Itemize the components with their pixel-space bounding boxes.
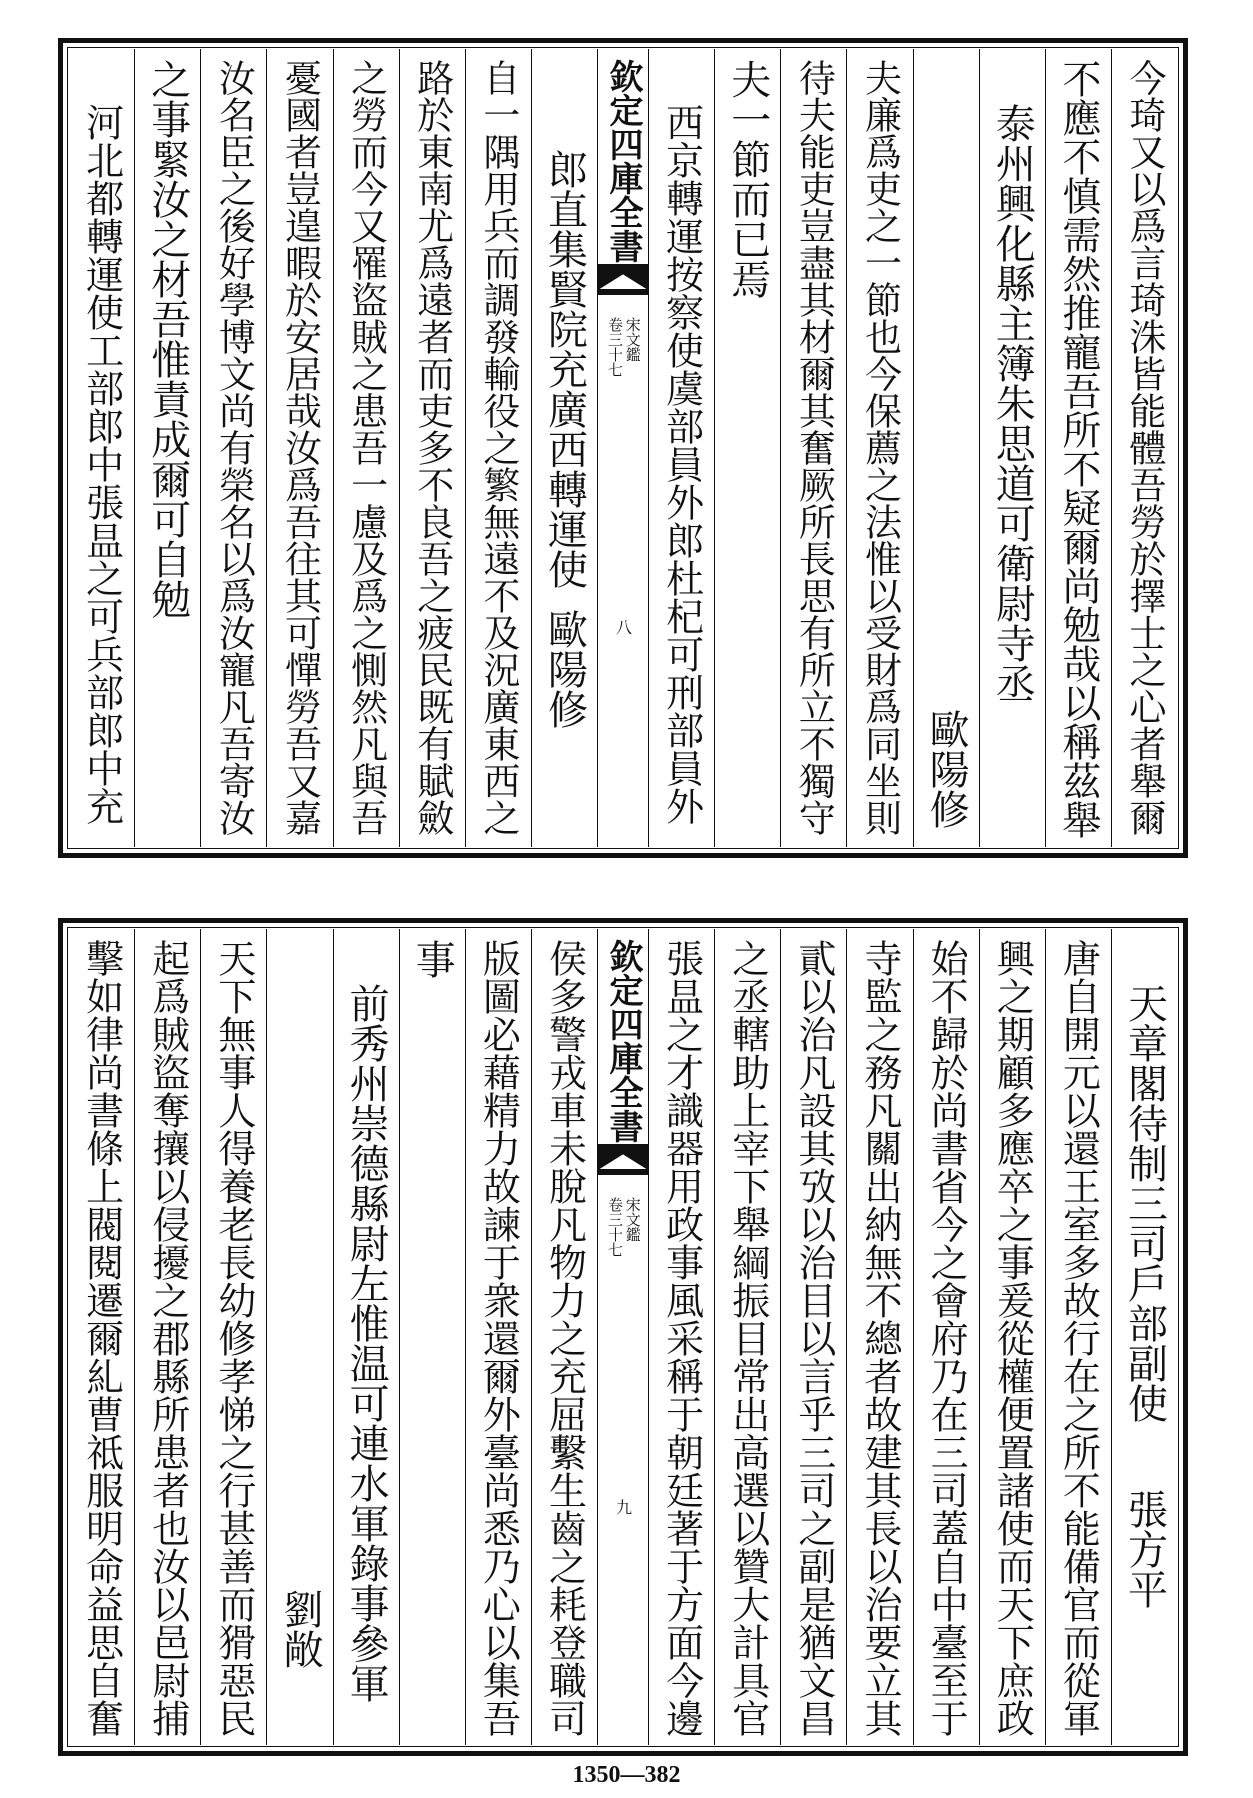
column-text: 天下無事人得養老長幼修孝悌之行甚善而猾惡民 bbox=[211, 939, 256, 1737]
text-column bbox=[69, 929, 134, 1745]
book-name: 宋文鑑 bbox=[623, 317, 642, 362]
text-column bbox=[1111, 49, 1177, 847]
leaf-number: 八 bbox=[613, 619, 633, 635]
text-column bbox=[913, 929, 979, 1745]
column-text: 待夫能吏豈盡其材爾其奮厥所長思有所立不獨守 bbox=[792, 59, 836, 836]
column-text: 擊如律尚書條上閥閱遷爾糺曹祗服明命益思自奮 bbox=[79, 939, 124, 1737]
column-text: 貳以治凡設其攷以治目以言乎三司之副是猶文昌 bbox=[791, 939, 836, 1737]
column-text: 天章閣待制三司戶部副使 bbox=[1121, 983, 1168, 1423]
fish-tail-bar bbox=[598, 289, 648, 295]
center-banner bbox=[597, 929, 648, 1745]
center-banner bbox=[597, 49, 648, 847]
text-column bbox=[200, 929, 266, 1745]
fish-tail-mark bbox=[598, 264, 648, 290]
fish-tail-bar bbox=[598, 1169, 648, 1175]
text-column bbox=[399, 929, 465, 1745]
text-column bbox=[648, 929, 714, 1745]
text-column bbox=[69, 49, 134, 847]
author-name: 歐陽修 bbox=[541, 609, 588, 729]
text-column bbox=[531, 49, 597, 847]
column-text: 今琦又以爲言琦洙皆能體吾勞於擇士之心者舉爾 bbox=[1122, 59, 1166, 836]
text-column bbox=[531, 929, 597, 1745]
top-columns bbox=[69, 49, 1177, 847]
author-name: 劉敞 bbox=[276, 1589, 323, 1669]
author-name: 歐陽修 bbox=[923, 709, 970, 829]
column-text: 夫一節而已焉 bbox=[724, 59, 771, 299]
text-column bbox=[134, 49, 200, 847]
column-text: 之勞而今又罹盜賊之患吾一慮及爲之惻然凡與吾 bbox=[344, 59, 388, 836]
column-text: 西京轉運按察使虞部員外郎杜杞可刑部員外 bbox=[659, 103, 704, 825]
column-text: 張昷之才識器用政事風采稱于朝廷著于方面今邊 bbox=[659, 939, 704, 1737]
text-column bbox=[266, 929, 332, 1745]
column-text: 唐自開元以還王室多故行在之所不能備官而從軍 bbox=[1056, 939, 1101, 1737]
column-text: 前秀州崇德縣尉左惟温可連水軍錄事參軍 bbox=[343, 983, 390, 1703]
column-text: 寺監之務凡關出納無不總者故建其長以治要立其 bbox=[857, 939, 902, 1737]
text-column bbox=[134, 929, 200, 1745]
column-text: 起爲賊盜奪攘以侵擾之郡縣所患者也汝以邑尉捕 bbox=[145, 939, 190, 1737]
column-text: 興之期顧多應卒之事爰從權便置諸使而天下庶政 bbox=[990, 939, 1035, 1737]
column-text: 汝名臣之後好學博文尚有榮名以爲汝寵凡吾寄汝 bbox=[212, 59, 256, 836]
text-column bbox=[648, 49, 714, 847]
text-column bbox=[465, 49, 531, 847]
text-column bbox=[846, 49, 912, 847]
book-label bbox=[606, 317, 640, 377]
volume-label: 卷三十七 bbox=[606, 317, 624, 377]
text-column bbox=[200, 49, 266, 847]
text-column bbox=[780, 49, 846, 847]
text-column bbox=[266, 49, 332, 847]
column-text: 不應不慎需然推寵吾所不疑爾尚勉哉以稱茲舉 bbox=[1055, 59, 1101, 839]
author-name: 張方平 bbox=[1121, 1489, 1168, 1609]
top-folio bbox=[58, 38, 1188, 858]
bottom-columns bbox=[69, 929, 1177, 1745]
column-text: 之丞轄助上宰下舉綱振目常出高選以贊大計具官 bbox=[725, 939, 770, 1737]
fish-tail-mark bbox=[598, 1144, 648, 1170]
text-column bbox=[979, 929, 1045, 1745]
column-text: 版圖必藉精力故諫于衆還爾外臺尚悉乃心以集吾 bbox=[476, 939, 521, 1737]
bottom-folio bbox=[58, 918, 1188, 1756]
leaf-number: 九 bbox=[613, 1499, 633, 1515]
page-reference: 1350—382 bbox=[572, 1762, 681, 1788]
text-column bbox=[333, 49, 399, 847]
text-column bbox=[714, 929, 780, 1745]
text-column bbox=[399, 49, 465, 847]
column-text: 侯多警戎車未脫凡物力之充屈繫生齒之耗登職司 bbox=[542, 939, 587, 1737]
text-column bbox=[333, 929, 399, 1745]
column-text: 郎直集賢院充廣西轉運使 bbox=[541, 149, 588, 589]
library-title: 欽定四庫全書 bbox=[603, 59, 643, 263]
column-text: 始不歸於尚書省今之會府乃在三司蓋自中臺至于 bbox=[924, 939, 969, 1737]
text-column bbox=[1045, 49, 1111, 847]
book-label bbox=[606, 1197, 640, 1257]
text-column bbox=[780, 929, 846, 1745]
column-text: 憂國者豈遑暇於安居哉汝爲吾往其可憚勞吾又嘉 bbox=[278, 59, 322, 836]
volume-label: 卷三十七 bbox=[606, 1197, 624, 1257]
column-text: 泰州興化縣主簿朱思道可衛尉寺丞 bbox=[989, 103, 1036, 703]
column-text: 路於東南尤爲遠者而吏多不良吾之疲民既有賦斂 bbox=[410, 59, 454, 836]
text-column bbox=[913, 49, 979, 847]
text-column bbox=[1111, 929, 1177, 1745]
text-column bbox=[846, 929, 912, 1745]
text-column bbox=[1045, 929, 1111, 1745]
column-text: 河北都轉運使工部郎中張昷之可兵部郎中充 bbox=[79, 103, 124, 825]
column-text: 自一隅用兵而調發輸役之繁無遠不及況廣東西之 bbox=[476, 59, 520, 836]
column-text: 之事緊汝之材吾惟責成爾可自勉 bbox=[144, 59, 191, 619]
text-column bbox=[465, 929, 531, 1745]
library-title: 欽定四庫全書 bbox=[603, 939, 643, 1143]
column-text: 夫廉爲吏之一節也今保薦之法惟以受財爲同坐則 bbox=[858, 59, 902, 836]
text-column bbox=[714, 49, 780, 847]
book-name: 宋文鑑 bbox=[623, 1197, 642, 1242]
column-text: 事 bbox=[409, 939, 456, 979]
text-column bbox=[979, 49, 1045, 847]
